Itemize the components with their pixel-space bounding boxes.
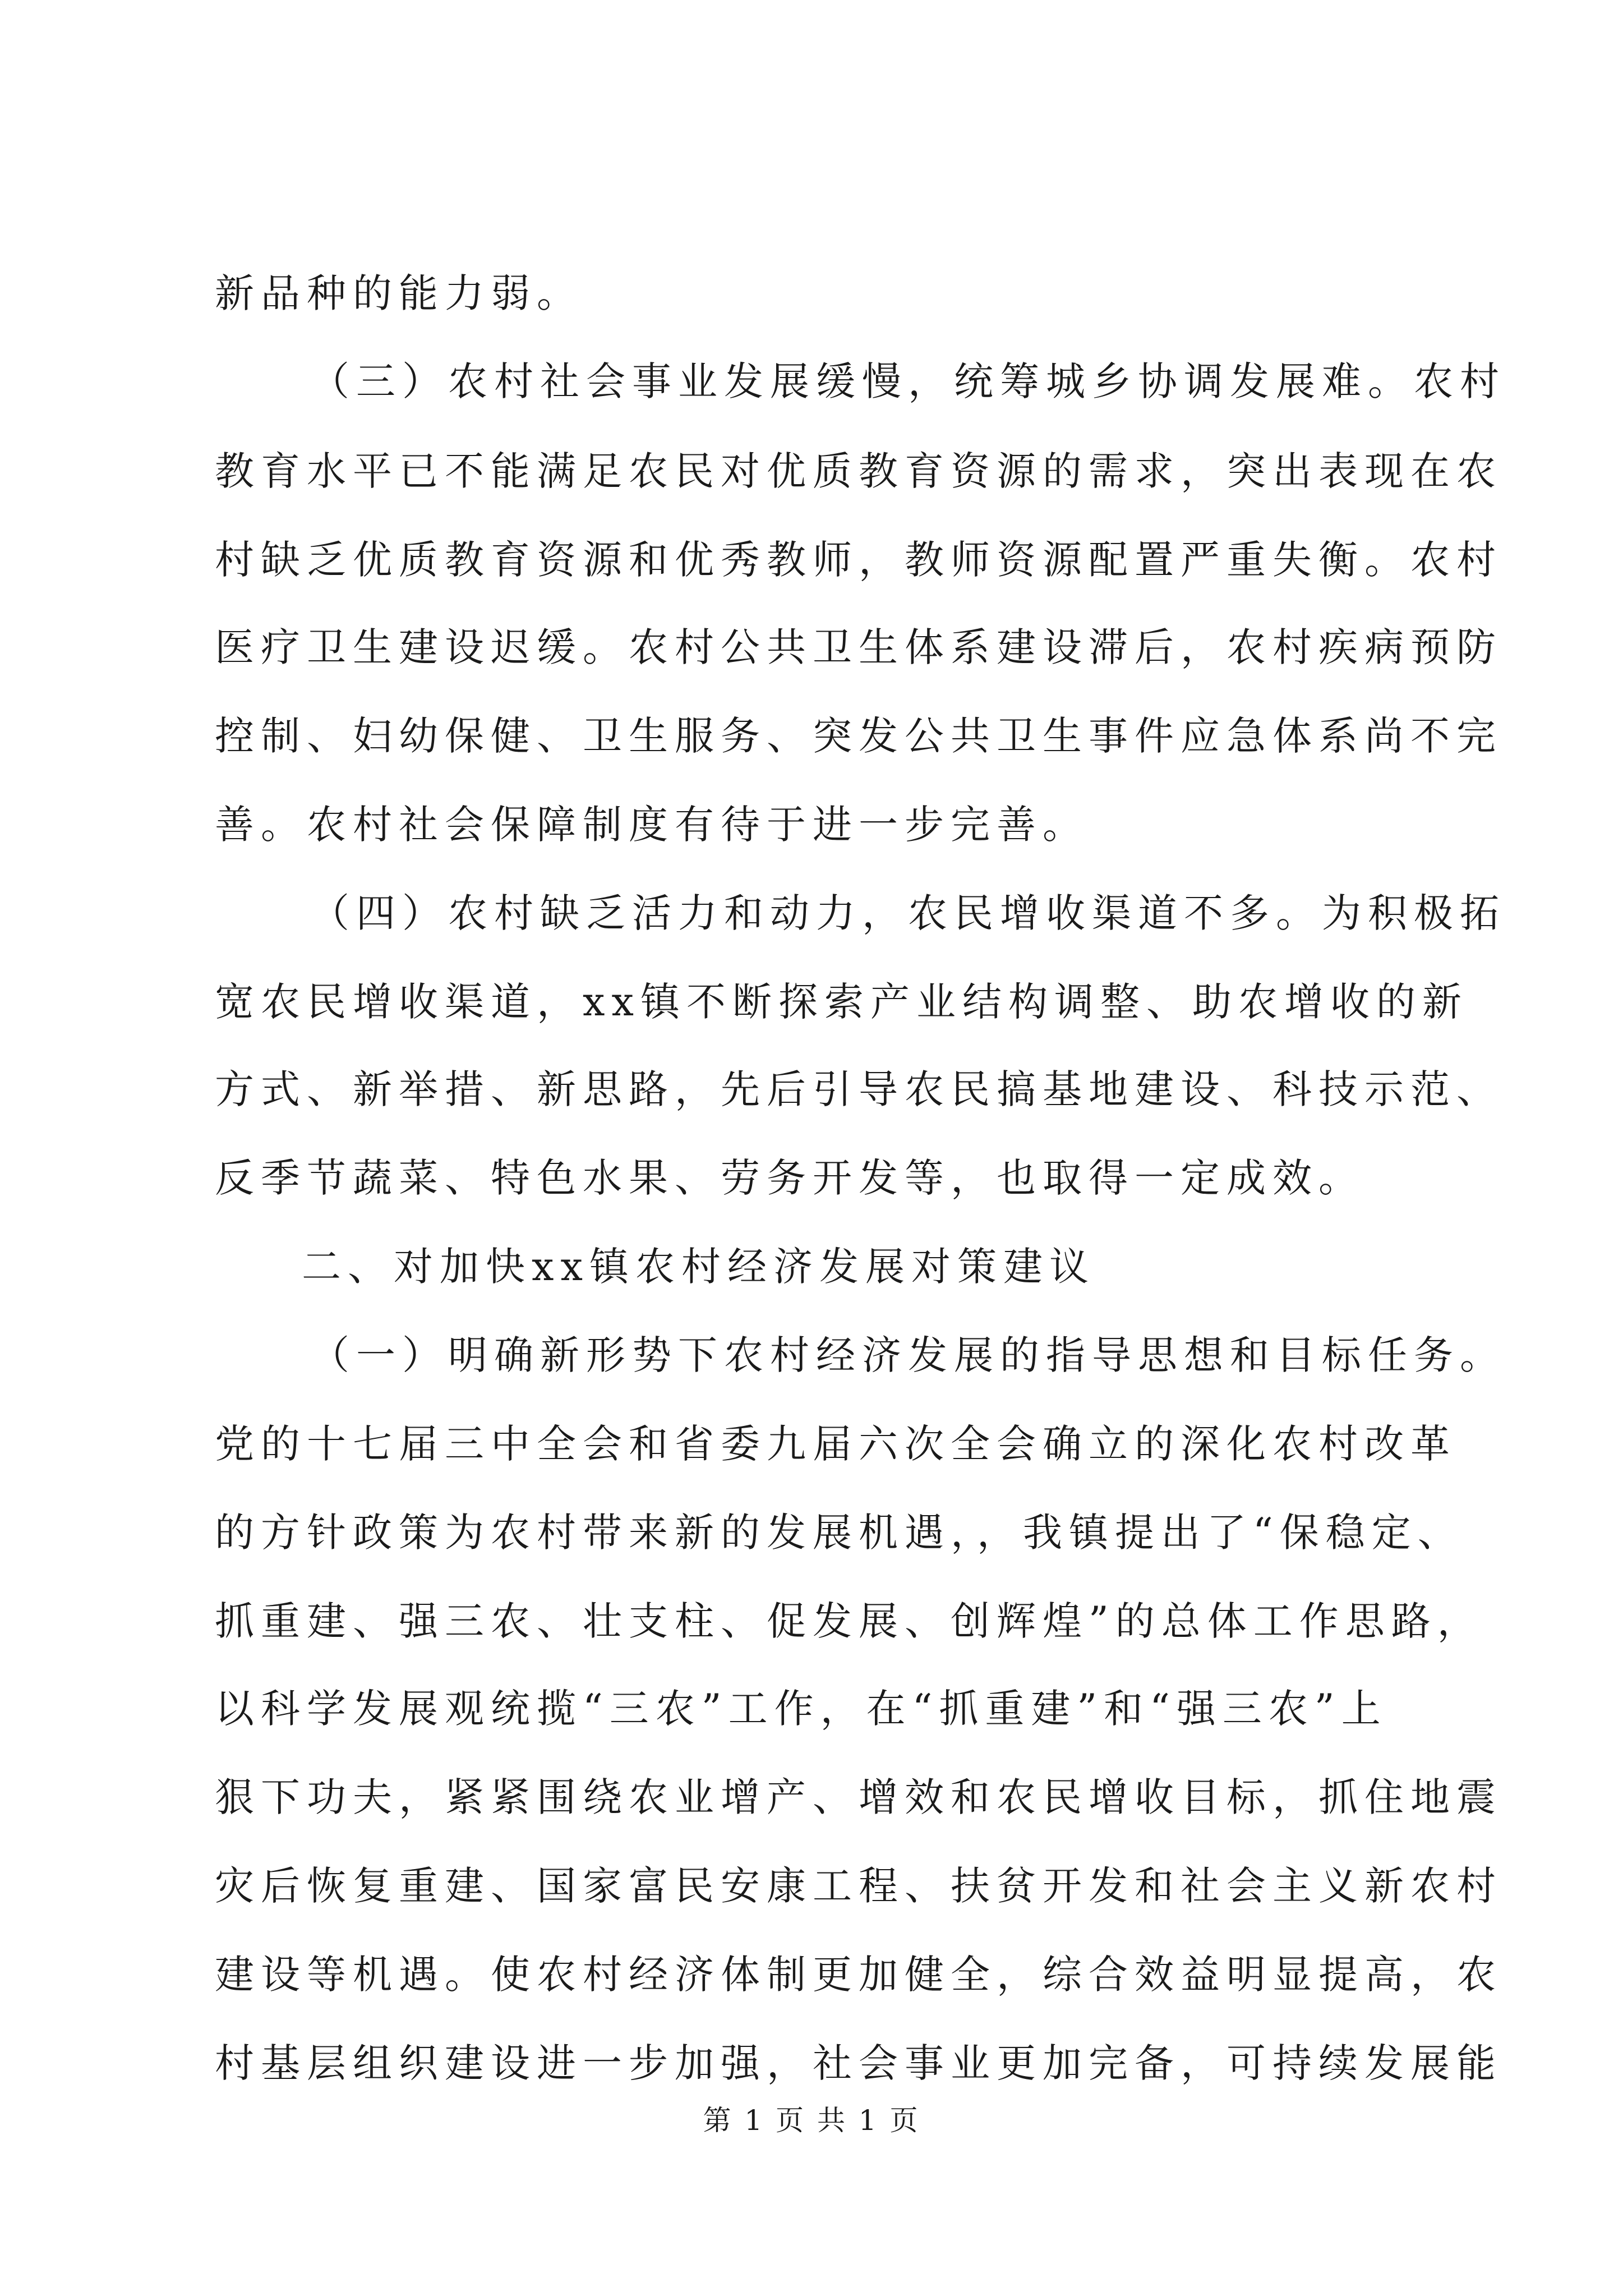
text-line: 新品种的能力弱。 (215, 270, 583, 316)
text-line: （三）农村社会事业发展缓慢，统筹城乡协调发展难。农村 (310, 358, 1506, 404)
page-footer: 第 1 页 共 1 页 (703, 2104, 920, 2137)
text-line: 灾后恢复重建、国家富民安康工程、扶贫开发和社会主义新农村 (215, 1863, 1502, 1909)
text-line: 方式、新举措、新思路，先后引导农民搞基地建设、科技示范、 (215, 1066, 1502, 1112)
text-line: 医疗卫生建设迟缓。农村公共卫生体系建设滞后，农村疾病预防 (215, 624, 1502, 670)
text-line: 反季节蔬菜、特色水果、劳务开发等，也取得一定成效。 (215, 1155, 1364, 1201)
text-line: 的方针政策为农村带来新的发展机遇，，我镇提出了“保稳定、 (215, 1510, 1464, 1556)
text-line: 建设等机遇。使农村经济体制更加健全，综合效益明显提高，农 (215, 1952, 1502, 1998)
text-line: 村基层组织建设进一步加强，社会事业更加完备，可持续发展能 (215, 2040, 1502, 2086)
text-line: 抓重建、强三农、壮支柱、促发展、创辉煌”的总体工作思路， (215, 1598, 1483, 1644)
text-line: 控制、妇幼保健、卫生服务、突发公共卫生事件应急体系尚不完 (215, 713, 1502, 759)
text-line: 村缺乏优质教育资源和优秀教师，教师资源配置严重失衡。农村 (215, 537, 1502, 583)
text-line: 党的十七届三中全会和省委九届六次全会确立的深化农村改革 (215, 1421, 1456, 1467)
text-line: （一）明确新形势下农村经济发展的指导思想和目标任务。 (310, 1332, 1506, 1378)
section-heading: 二、对加快xx镇农村经济发展对策建议 (302, 1244, 1095, 1290)
text-line: 以科学发展观统揽“三农”工作，在“抓重建”和“强三农”上 (215, 1686, 1387, 1732)
text-line: （四）农村缺乏活力和动力，农民增收渠道不多。为积极拓 (310, 890, 1506, 936)
text-line: 宽农民增收渠道，xx镇不断探索产业结构调整、助农增收的新 (215, 979, 1468, 1025)
text-line: 善。农村社会保障制度有待于进一步完善。 (215, 802, 1089, 848)
text-line: 教育水平已不能满足农民对优质教育资源的需求，突出表现在农 (215, 448, 1502, 494)
text-line: 狠下功夫，紧紧围绕农业增产、增效和农民增收目标，抓住地震 (215, 1774, 1502, 1820)
